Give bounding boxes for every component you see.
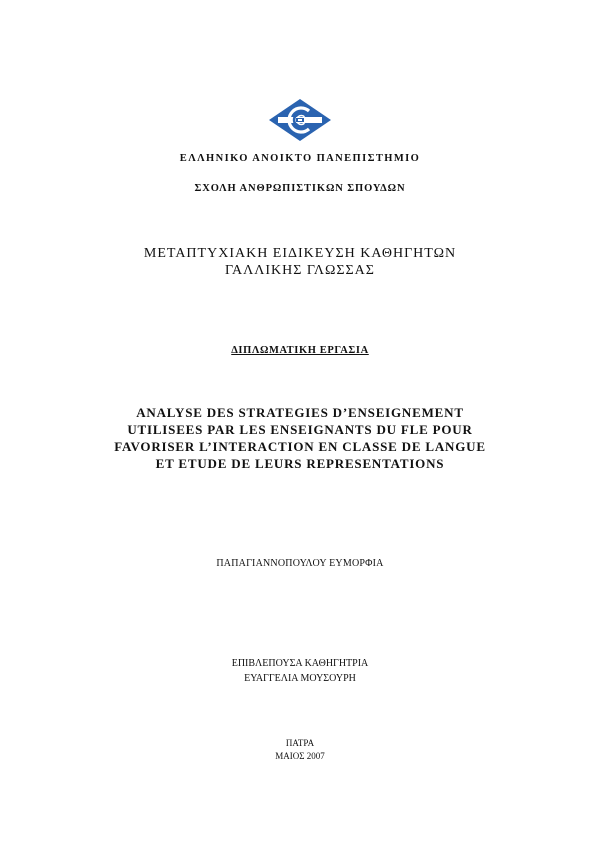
thesis-title-line-4: ET ETUDE DE LEURS REPRESENTATIONS bbox=[155, 456, 445, 471]
university-name: ΕΛΛΗΝΙΚΟ ΑΝΟΙΚΤΟ ΠΑΝΕΠΙΣΤΗΜΙΟ bbox=[179, 153, 421, 164]
thesis-type: ΔΙΠΛΩΜΑΤΙΚΗ ΕΡΓΑΣΙΑ bbox=[231, 345, 369, 356]
supervisor-role: ΕΠΙΒΛΕΠΟΥΣΑ ΚΑΘΗΓΗΤΡΙΑ bbox=[231, 658, 369, 669]
school-name: ΣΧΟΛΗ ΑΝΘΡΩΠΙΣΤΙΚΩΝ ΣΠΟΥΔΩΝ bbox=[194, 183, 406, 194]
author-name: ΠΑΠΑΓΙΑΝΝΟΠΟΥΛΟΥ ΕΥΜΟΡΦΙΑ bbox=[216, 558, 384, 569]
program-line-2: ΓΑΛΛΙΚΗΣ ΓΛΩΣΣΑΣ bbox=[225, 263, 375, 278]
thesis-title-line-3: FAVORISER L’INTERACTION EN CLASSE DE LANGUE bbox=[114, 439, 486, 454]
program-line-1: ΜΕΤΑΠΤΥΧΙΑΚΗ ΕΙΔΙΚΕΥΣΗ ΚΑΘΗΓΗΤΩΝ bbox=[143, 246, 457, 261]
thesis-title-line-1: ANALYSE DES STRATEGIES D’ENSEIGNEMENT bbox=[136, 405, 464, 420]
supervisor-name: ΕΥΑΓΓΕΛΙΑ ΜΟΥΣΟΥΡΗ bbox=[244, 673, 356, 684]
date: ΜΑΙΟΣ 2007 bbox=[275, 751, 325, 761]
thesis-title-line-2: UTILISEES PAR LES ENSEIGNANTS DU FLE POUR bbox=[127, 422, 473, 437]
city: ΠΑΤΡΑ bbox=[285, 738, 315, 748]
university-logo-icon bbox=[268, 98, 332, 142]
